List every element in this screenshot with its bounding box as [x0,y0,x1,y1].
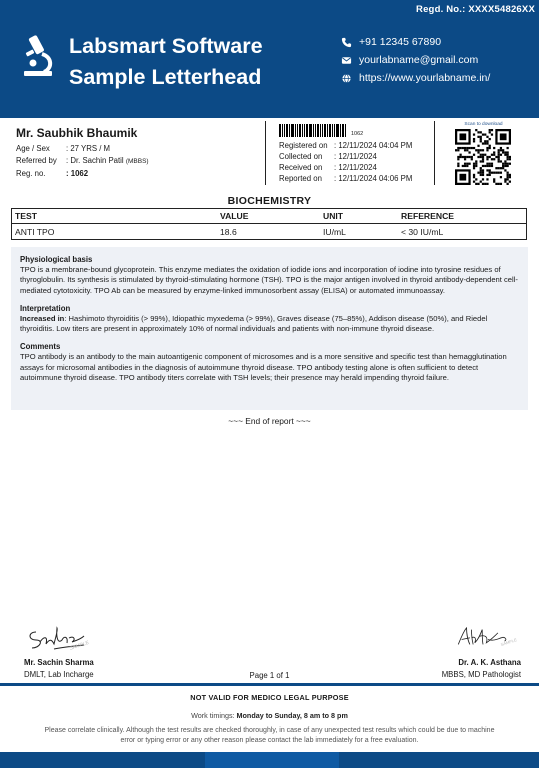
received-row [279,162,429,173]
page-number: Page 1 of 1 [249,671,290,680]
results-table [11,208,527,240]
contact-email [341,51,490,69]
signature-image [455,618,521,656]
patient-name: Mr. Saubhik Bhaumik [16,126,138,140]
barcode-bars-icon [279,124,347,137]
registered-row [279,140,429,151]
note-text: TPO is a membrane-bound glycoprotein. This enzyme mediates the oxidation of iodide ions and incorporation of iodine into tyrosine residues of thyroglobulin. Its synthesis is stimulated by thyroid-stimulating hormone (TSH). TPO is the major antigen involved in thyroid antibody-dependent cell-mediated cytotoxicity. TPO Ab can be measured by enzyme-linked immunosorbent assay (ELISA) or automated immunoassay. [20,265,518,295]
registration-number: Regd. No.: XXXX54826XX [416,4,535,15]
barcode-bar [279,124,281,137]
note-title: Interpretation [20,303,71,313]
footer-bar-accent [205,752,339,768]
test-value: 18.6 [220,226,237,237]
column-header-unit: UNIT [323,211,344,221]
lab-name-line-1: Labsmart Software [69,34,263,58]
referring-doctor: : Dr. Sachin Patil [66,156,124,165]
patient-details [16,126,261,180]
table-row [12,224,526,239]
comments-note [20,342,518,383]
reported-label: Reported on [279,174,322,183]
age-sex-value: : 27 YRS / M [66,144,111,153]
barcode-bar [282,124,283,137]
barcode-bar [336,124,339,137]
barcode-bar [284,124,285,137]
barcode-bar [320,124,321,137]
age-sex-label: Age / Sex [16,144,50,153]
not-valid-notice: NOT VALID FOR MEDICO LEGAL PURPOSE [190,693,349,702]
contact-website-text: https://www.yourlabname.in/ [359,72,491,84]
phone-icon [341,37,352,48]
referred-by-row [16,155,261,168]
test-unit: IU/mL [323,226,346,237]
qr-download[interactable] [444,122,523,190]
age-sex-row [16,143,261,155]
reported-row [279,173,429,184]
contact-email-text: yourlabname@gmail.com [359,54,479,66]
footer-divider [0,683,539,686]
barcode-bar [286,124,288,137]
barcode-bar [317,124,319,137]
interpretation-note [20,304,518,335]
left-signatory-name: Mr. Sachin Sharma [24,658,94,667]
disclaimer: Please correlate clinically. Although the test results are checked thoroughly, in case of any unexpected test results which could be due to machine error or typing error or any other reason please contact the lab immediately for a free evaluation. [44,727,495,744]
signature-block-right [381,618,521,680]
work-timings [0,711,539,720]
column-header-test: TEST [15,211,37,221]
table-header [12,209,526,224]
barcode-bar [315,124,316,137]
department-title: BIOCHEMISTRY [227,195,312,207]
lab-name [69,31,263,93]
mail-icon [341,55,352,66]
left-signatory-role: DMLT, Lab Incharge [24,670,94,679]
barcode-bar [302,124,303,137]
collected-label: Collected on [279,152,323,161]
referred-by-value [66,155,149,168]
reg-no-value: : 1062 [66,169,89,178]
collected-value: : 12/11/2024 [334,152,377,161]
contact-website [341,69,490,87]
reg-no-label: Reg. no. [16,169,46,178]
column-header-value: VALUE [220,211,249,221]
barcode-number: 1062 [351,131,364,137]
letterhead-header [0,0,539,118]
barcode-bar [345,124,346,137]
barcode-bar [332,124,333,137]
referred-by-label: Referred by [16,156,57,165]
collected-row [279,151,429,162]
barcode-bar [289,124,290,137]
test-reference: < 30 IU/mL [401,226,444,237]
barcode-bar [334,124,335,137]
registered-label: Registered on [279,141,328,150]
barcode-bar [327,124,328,137]
received-value: : 12/11/2024 [334,163,377,172]
timings-value: Monday to Sunday, 8 am to 8 pm [236,711,348,720]
note-body: : Hashimoto thyroiditis (> 99%), Idiopathic myxedema (> 99%), Graves disease (75–85%), Addison disease (50%), and Riedel thyroiditis. Low titers are present in approximately 10% of normal individuals and patients with non-immune thyroid disease. [20,313,488,334]
column-header-reference: REFERENCE [401,211,455,221]
globe-icon [341,73,352,84]
right-signatory-role: MBBS, MD Pathologist [441,670,521,679]
sample-stamp: SAMPLE [499,637,518,648]
received-label: Received on [279,163,323,172]
footer-bar [0,752,539,768]
reg-no-row [16,168,261,180]
contact-list [341,33,490,87]
sample-dates [279,123,429,184]
qr-code-icon[interactable] [455,129,511,185]
barcode-bar [340,124,341,137]
barcode-bar [309,124,312,137]
barcode-bar [342,124,344,137]
barcode-bar [304,124,305,137]
note-text [20,314,518,335]
timings-label: Work timings: [191,711,235,720]
sample-stamp: SAMPLE [68,639,90,652]
contact-phone [341,33,490,51]
reported-value: : 12/11/2024 04:06 PM [334,174,413,183]
test-name: ANTI TPO [15,226,55,237]
barcode-bar [291,124,294,137]
barcode [279,123,429,137]
right-signatory-name: Dr. A. K. Asthana [458,658,521,667]
microscope-logo-icon [20,34,56,78]
qr-caption: Scan to download [464,122,503,127]
barcode-bar [306,124,308,137]
divider-line [434,121,435,185]
note-text: TPO antibody is an antibody to the main autoantigenic component of microsomes and is a more sensitive and specific test than hemagglutination assays for microsomal antibodies in the diagnosis of autoimmune thyroid disease. TPO antibody testing alone is often sufficient to detect autoimmune thyroid disease. TPO antibody titers correlate with TSH levels; their presence may herald impending thyroid failure. [20,352,507,383]
lab-name-line-2: Sample Letterhead [69,65,262,89]
barcode-bar [299,124,301,137]
note-emphasis: Increased in [20,313,65,323]
barcode-bar [313,124,314,137]
divider-line [265,121,266,185]
physiological-basis-note [20,255,518,296]
test-notes [11,247,528,410]
barcode-bar [295,124,296,137]
registered-value: : 12/11/2024 04:04 PM [334,141,413,150]
note-title: Physiological basis [20,255,93,264]
note-title: Comments [20,342,61,352]
contact-phone-text: +91 12345 67890 [359,36,442,48]
barcode-bar [329,124,331,137]
barcode-bar [322,124,323,137]
barcode-bar [324,124,326,137]
barcode-bar [297,124,298,137]
referring-doctor-degree: (MBBS) [125,158,149,165]
end-of-report: ~~~ End of report ~~~ [228,416,311,426]
signature-image [24,618,90,656]
